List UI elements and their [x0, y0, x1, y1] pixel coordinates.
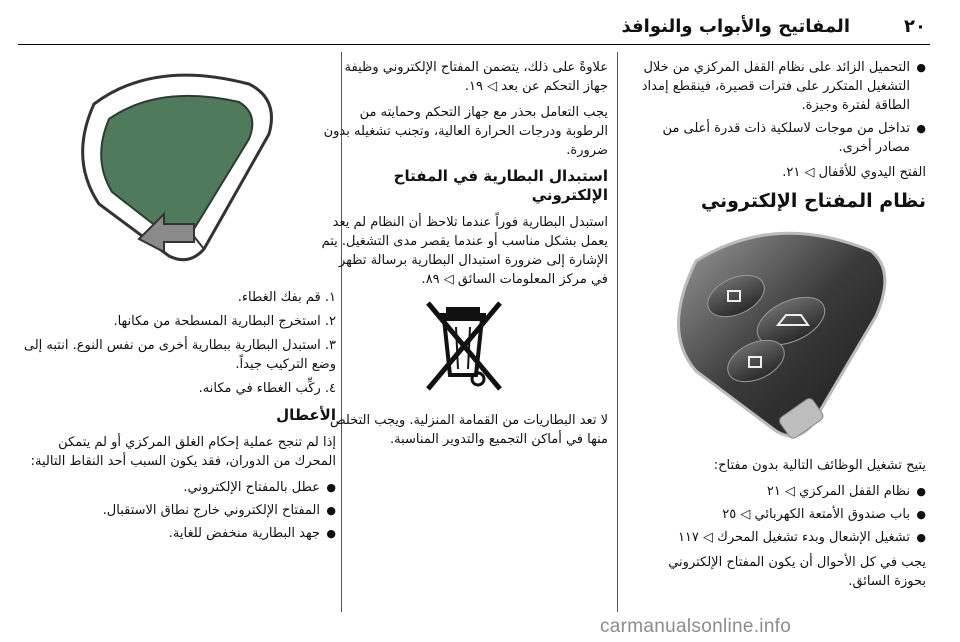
list-item: ● نظام القفل المركزي ◁ ٢١	[634, 482, 910, 501]
intro-text: يتيح تشغيل الوظائف التالية بدون مفتاح:	[713, 458, 926, 473]
paragraph: علاوةً على ذلك، يتضمن المفتاح الإلكتروني وظيفة جهاز التحكم عن بعد ◁ ١٩.	[344, 60, 608, 94]
list-item: ● عطل بالمفتاح الإلكتروني.	[22, 478, 320, 497]
page-header	[0, 12, 960, 40]
disposal-text: لا تعد البطاريات من القمامة المنزلية. ويجب التخلص منها في أماكن التجميع والتدوير المناسبة.	[329, 413, 608, 447]
list-item: ● جهد البطارية منخفض للغاية.	[22, 524, 320, 543]
steps-list	[22, 288, 336, 398]
page-title: المفاتيح والأبواب والنوافذ	[621, 16, 850, 37]
list-item: ٢. استخرج البطارية المسطحة من مكانها.	[113, 314, 336, 329]
watermark: carmanualsonline.info	[600, 616, 792, 637]
list-item: ● تشغيل الإشعال وبدء تشغيل المحرك ◁ ١١٧	[634, 528, 910, 547]
paragraph: يجب التعامل بحذر مع جهاز التحكم وحمايته من الرطوبة ودرجات الحرارة العالية، وتجنب تشغيله بدون ضرورة.	[323, 105, 608, 158]
left-column	[22, 58, 336, 549]
crossed-out-bin-icon	[418, 297, 508, 397]
section-heading: الأعطال	[276, 406, 336, 424]
cross-reference: الفتح اليدوي للأقفال ◁ ٢١.	[782, 165, 926, 180]
list-item: ● المفتاح الإلكتروني خارج نطاق الاستقبال.	[22, 501, 320, 520]
header-rule	[18, 44, 930, 45]
right-column	[634, 58, 926, 598]
list-item: ١. قم بفك الغطاء.	[237, 290, 336, 305]
paragraph: استبدل البطارية فوراً عندما تلاحظ أن النظام لم يعد يعمل بشكل مناسب أو عندما يقصر مدى التشغيل. يتم الإشارة إلى ضرورة استبدال البطارية برسالة تظهر في مركز المعلومات السائق ◁ ٨٩.	[321, 215, 608, 287]
key-fob-figure	[636, 221, 926, 446]
list-item: ٣. استبدل البطارية ببطارية أخرى من نفس النوع. انتبه إلى وضع التركيب جيداً.	[23, 338, 336, 372]
paragraph: إذا لم تنجح عملية إحكام الغلق المركزي أو لم يتمكن المحرك من الدوران، فقد يكون السبب أحد النقاط التالية:	[30, 435, 336, 469]
middle-column	[318, 58, 608, 456]
column-divider	[617, 52, 618, 612]
key-fob-icon	[636, 221, 926, 446]
page-number: ٢٠	[904, 16, 926, 37]
feature-list	[634, 482, 926, 547]
fault-list	[22, 478, 336, 543]
battery-cover-figure	[64, 64, 294, 274]
list-item: ● باب صندوق الأمتعة الكهربائي ◁ ٢٥	[634, 505, 910, 524]
list-item: ٤. ركِّب الغطاء في مكانه.	[198, 381, 336, 396]
section-heading: استبدال البطارية في المفتاح الإلكتروني	[393, 167, 608, 204]
section-heading: نظام المفتاح الإلكتروني	[700, 190, 926, 212]
disposal-figure	[418, 297, 508, 397]
list-item: ● تداخل من موجات لاسلكية ذات قدرة أعلى من مصادر أخرى.	[634, 119, 910, 157]
key-cover-icon	[64, 64, 294, 274]
bullet-list	[634, 58, 926, 157]
note-text: يجب في كل الأحوال أن يكون المفتاح الإلكتروني بحوزة السائق.	[668, 555, 926, 589]
list-item: ● التحميل الزائد على نظام القفل المركزي من خلال التشغيل المتكرر على فترات قصيرة، فينقطع إمداد الطاقة لفترة وجيزة.	[634, 58, 910, 115]
